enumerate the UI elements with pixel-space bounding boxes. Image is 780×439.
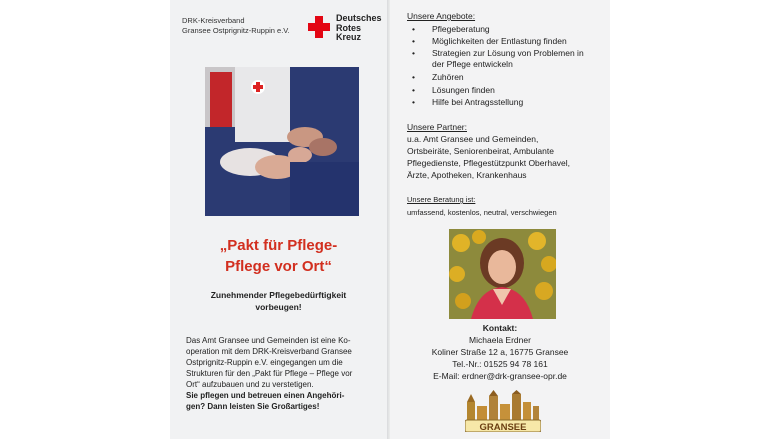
partners-line-2: Ortsbeiräte, Seniorenbeirat, Ambulante (407, 146, 554, 156)
bullet: • (412, 72, 415, 82)
headline-line-1: „Pakt für Pflege- (219, 237, 338, 254)
subheadline-line-2: vorbeugen! (255, 302, 302, 312)
contact-phone: Tel.-Nr.: 01525 94 78 161 (452, 359, 548, 369)
holding-hands-photo (205, 67, 359, 216)
offer-text: Pflegeberatung (432, 24, 490, 34)
offer-item (412, 48, 584, 59)
body-line-4: Strukturen für den „Pakt für Pflege – Pflege vor (186, 369, 353, 378)
offer-item (412, 85, 495, 96)
partners-heading: Unsere Partner: (407, 122, 467, 132)
bullet: • (412, 85, 415, 95)
offer-text: Strategien zur Lösung von Problemen in (432, 48, 584, 58)
body-line-5: Ort“ aufzubauen und zu verstetigen. (186, 380, 314, 389)
drk-logo-line-3: Kreuz (336, 32, 362, 42)
offer-text: Zuhören (432, 72, 464, 82)
partners-line-3: Pflegedienste, Pflegestützpunkt Oberhavel, (407, 158, 571, 168)
drk-logo-text (336, 14, 382, 43)
contact-email: E-Mail: erdner@drk-gransee-opr.de (433, 371, 567, 381)
body-line-1: Das Amt Gransee und Gemeinden ist eine Ko- (186, 336, 351, 345)
body-line-2: operation mit dem DRK-Kreisverband Gransee (186, 347, 352, 356)
drk-logo-line-2: Rotes (336, 22, 362, 33)
contact-heading: Kontakt: (482, 323, 518, 333)
callout-line-2: gen? Dann leisten Sie Großartiges! (186, 402, 320, 411)
flyer-right-panel (390, 0, 610, 439)
contact-address: Koliner Straße 12 a, 16775 Gransee (431, 347, 569, 357)
partners-line-4: Ärzte, Apotheken, Krankenhaus (407, 170, 527, 180)
advice-heading: Unsere Beratung ist: (407, 195, 476, 204)
callout-line-1: Sie pflegen und betreuen einen Angehöri- (186, 391, 345, 400)
offer-text-continued: der Pflege entwickeln (432, 59, 513, 69)
offer-item (412, 24, 490, 35)
gransee-logo-text: GRANSEE (479, 422, 527, 432)
gransee-town-logo (465, 390, 541, 432)
body-line-3: Ostprignitz-Ruppin e.V. eingegangen um die (186, 358, 343, 367)
offer-text: Lösungen finden (432, 85, 495, 95)
offers-heading: Unsere Angebote: (407, 11, 476, 21)
subheadline-line-1: Zunehmender Pflegebedürftigkeit (210, 290, 347, 300)
bullet: • (412, 48, 415, 58)
bullet: • (412, 36, 415, 46)
advice-text: umfassend, kostenlos, neutral, verschwiegen (407, 208, 557, 217)
drk-logo-line-1: Deutsches (336, 13, 382, 23)
offer-item (412, 36, 567, 47)
contact-portrait-photo (449, 229, 556, 319)
offer-item (412, 72, 464, 83)
offer-item (412, 97, 523, 108)
red-cross-logo-icon (308, 16, 330, 38)
flyer-left-panel (170, 0, 387, 439)
bullet: • (412, 24, 415, 34)
offer-text: Möglichkeiten der Entlastung finden (432, 36, 567, 46)
organization-name (182, 16, 290, 35)
org-line-1: DRK-Kreisverband (182, 16, 245, 25)
offer-text: Hilfe bei Antragsstellung (432, 97, 524, 107)
partners-line-1: u.a. Amt Gransee und Gemeinden, (407, 134, 539, 144)
headline-line-2: Pflege vor Ort“ (225, 258, 332, 275)
bullet: • (412, 97, 415, 107)
org-line-2: Gransee Ostprignitz-Ruppin e.V. (182, 25, 290, 35)
contact-name: Michaela Erdner (469, 335, 531, 345)
